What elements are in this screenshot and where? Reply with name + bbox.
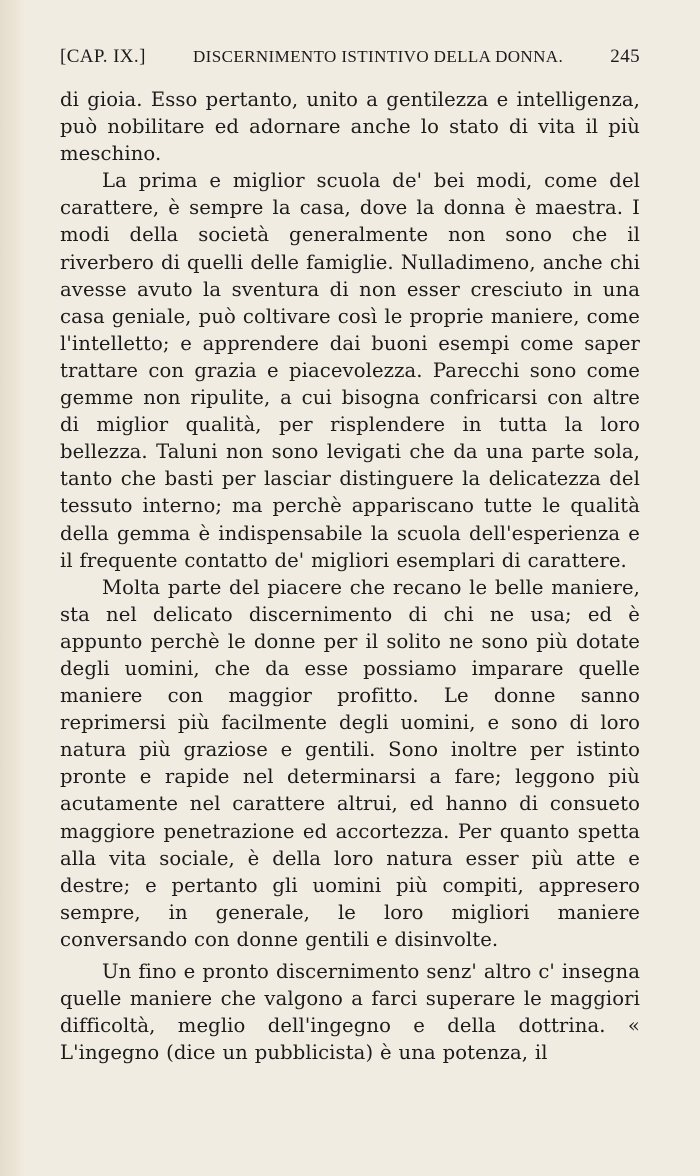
paragraph: La prima e miglior scuola de' bei modi, come del carattere, è sempre la casa, dove la donna è maestra. I modi della società generalmente non sono che il riverbero di quelli delle famiglie. Nulladimeno, anche chi avesse avuto la sventura di non esser cresciuto in una casa geniale, può coltivare così le proprie maniere, come l'intelletto; e apprendere dai buoni esempi come saper trattare con grazia e piacevolezza. Parecchi sono come gemme non ripulite, a cui bisogna confricarsi con altre di miglior qualità, per risplendere in tutta la loro bellezza. Taluni non sono levigati che da una parte sola, tanto che basti per lasciar distinguere la delicatezza del tessuto interno; ma perchè appariscano tutte le qualità della gemma è indispensabile la scuola dell'esperienza e il frequente contatto de' migliori esemplari di carattere. xyxy=(60,169,640,572)
page-gutter-shadow xyxy=(0,0,26,1176)
paragraph: Molta parte del piacere che recano le belle maniere, sta nel delicato discernimento di chi ne usa; ed è appunto perchè le donne per il solito ne sono più dotate degli uomini, che da esse possiamo imparare quelle maniere con maggior profitto. Le donne sanno reprimersi più facilmente degli uomini, e sono di loro natura più graziose e gentili. Sono inoltre per istinto pronte e rapide nel determinarsi a fare; leggono più acutamente nel carattere altrui, ed hanno di consueto maggiore penetrazione ed accortezza. Per quanto spetta alla vita sociale, è della loro natura esser più atte e destre; e pertanto gli uomini più compiti, appresero sempre, in generale, le loro migliori maniere conversando con donne gentili e disinvolte. xyxy=(60,575,640,951)
paragraph-continued: di gioia. Esso pertanto, unito a gentilezza e intelligenza, può nobilitare ed adornare anche lo stato di vita il più meschino. xyxy=(60,88,640,166)
body-text xyxy=(60,86,640,1066)
running-head xyxy=(60,46,640,74)
running-title: DISCERNIMENTO ISTINTIVO DELLA DONNA. xyxy=(192,47,564,66)
chapter-label: [CAP. IX.] xyxy=(60,46,146,67)
book-page xyxy=(60,46,640,1066)
page-number: 245 xyxy=(610,46,640,67)
paragraph: Un fino e pronto discernimento senz' altro c' insegna quelle maniere che valgono a farci superare le maggiori difficoltà, meglio dell'ingegno e della dottrina. « L'ingegno (dice un pubblicista) è una potenza, il xyxy=(60,960,640,1065)
